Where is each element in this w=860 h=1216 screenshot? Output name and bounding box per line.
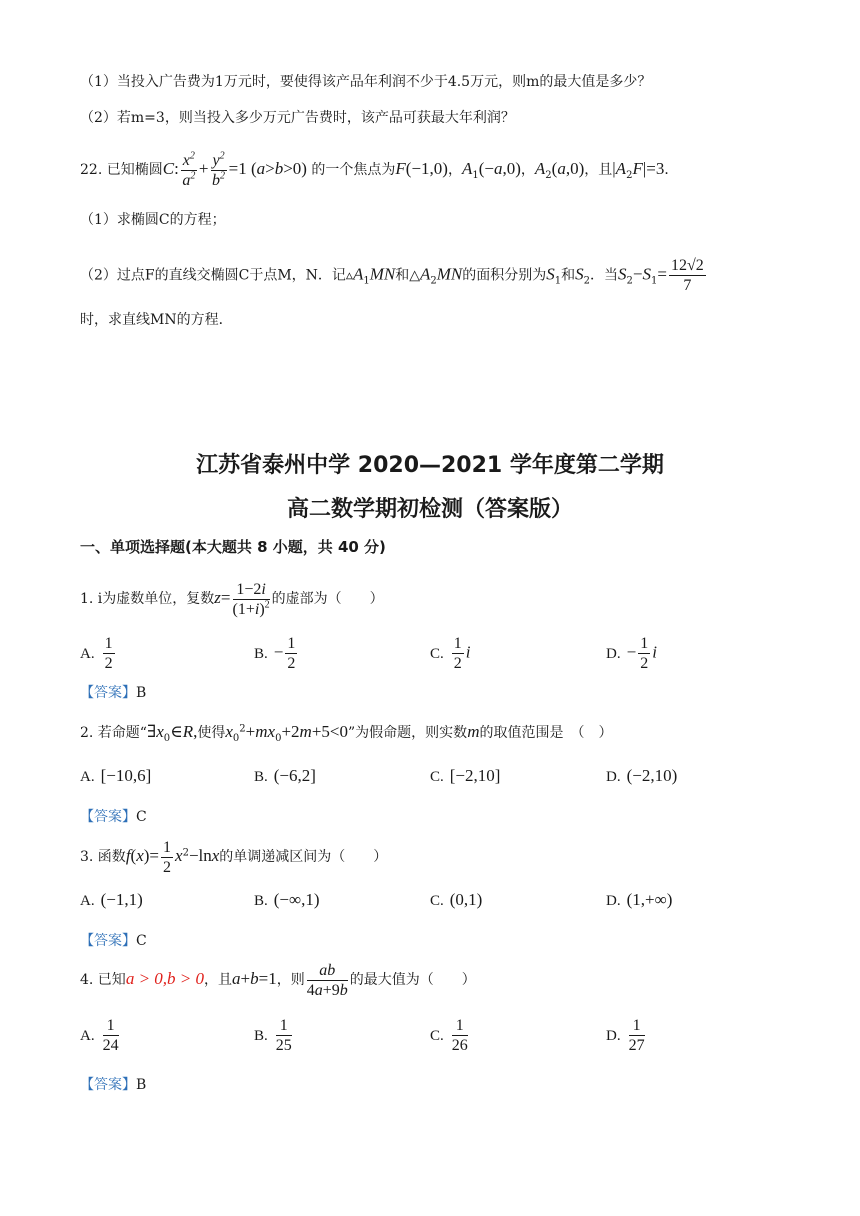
q4-condition: a > 0,b > 0: [125, 969, 205, 988]
q2-option-b: B. (−6,2]: [254, 766, 316, 785]
question-2-stem: 2. 若命题“$\exists x_0\in R$,使得$x_0^2+mx_0+2m+5<0$”为假命题，则实数m的取值范围是 （ ）: [80, 722, 613, 744]
q2-option-c: C. [−2,10]: [430, 766, 501, 785]
q3-answer: 【答案】C: [80, 933, 147, 949]
q1-option-c: C. $\frac{1}{2}$ i: [430, 635, 471, 672]
q1-answer: 【答案】B: [80, 685, 147, 701]
exam-subtitle: 高二数学期初检测（答案版）: [286, 497, 573, 522]
q22-part1: （1）求椭圆C的方程；: [80, 212, 226, 228]
q21-part1: （1）当投入广告费为1万元时，要使得该产品年利润不少于4.5万元，则m的最大值是多少？: [80, 74, 652, 90]
q3-option-a: A. (−1,1): [80, 890, 143, 909]
section-heading: 一、单项选择题(本大题共 8 小题，共 40 分): [80, 538, 386, 556]
q1-option-a: A. $\frac{1}{2}$: [80, 635, 113, 672]
q4-option-b: B. $\frac{1}{25}$: [254, 1017, 292, 1054]
q4-option-d: D. $\frac{1}{27}$: [606, 1017, 645, 1054]
q21-part2: （2）若m=3，则当投入多少万元广告费时，该产品可获最大年利润？: [80, 110, 515, 126]
exam-title: 江苏省泰州中学 2020—2021 学年度第二学期: [196, 453, 664, 478]
question-3-stem: 3. 函数f(x)= $\frac{1}{2}$ $x^2-\ln x$的单调递减区间为（ ）: [80, 838, 388, 876]
q2-option-a: A. [−10,6]: [80, 766, 152, 785]
question-1-stem: 1. i为虚数单位，复数z= $\frac{1-2i}{(1+i)^2}$ 的虚部为（ ）: [80, 580, 384, 618]
q4-answer: 【答案】B: [80, 1077, 147, 1093]
question-4-stem: 4. 已知a > 0,b > 0，且a+b=1，则 $\frac{ab}{4a+9b}$ 的最大值为（ ）: [80, 961, 476, 999]
q3-option-d: D. (1,+∞): [606, 890, 673, 909]
q2-answer: 【答案】C: [80, 809, 147, 825]
q22-part2-end: 时，求直线MN的方程．: [80, 312, 233, 328]
q4-option-c: C. $\frac{1}{26}$: [430, 1017, 468, 1054]
q3-option-b: B. (−∞,1): [254, 890, 320, 909]
q22-stem: 22. 已知椭圆C: $\frac{x^2}{a^2}$ + $\frac{y^2}{b^2}$ =1 (a>b>0) 的一个焦点为F(−1,0)，$A_1(-a,0)$，$A_2(a,0)$，且$|A_2F|=3$．: [80, 150, 679, 189]
q2-option-d: D. (−2,10): [606, 766, 678, 785]
q4-option-a: A. $\frac{1}{24}$: [80, 1017, 119, 1054]
q22-part2: （2）过点F的直线交椭圆C于点M，N．记$▵A_1MN$和$\triangle A_2MN$的面积分别为$S_1$和$S_2$．当$S_2-S_1=$ $\frac{12√2}{7}$: [80, 257, 704, 294]
q1-option-b: B. − $\frac{1}{2}$: [254, 635, 296, 672]
q3-option-c: C. (0,1): [430, 890, 483, 909]
q1-option-d: D. − $\frac{1}{2}$ i: [606, 635, 657, 672]
